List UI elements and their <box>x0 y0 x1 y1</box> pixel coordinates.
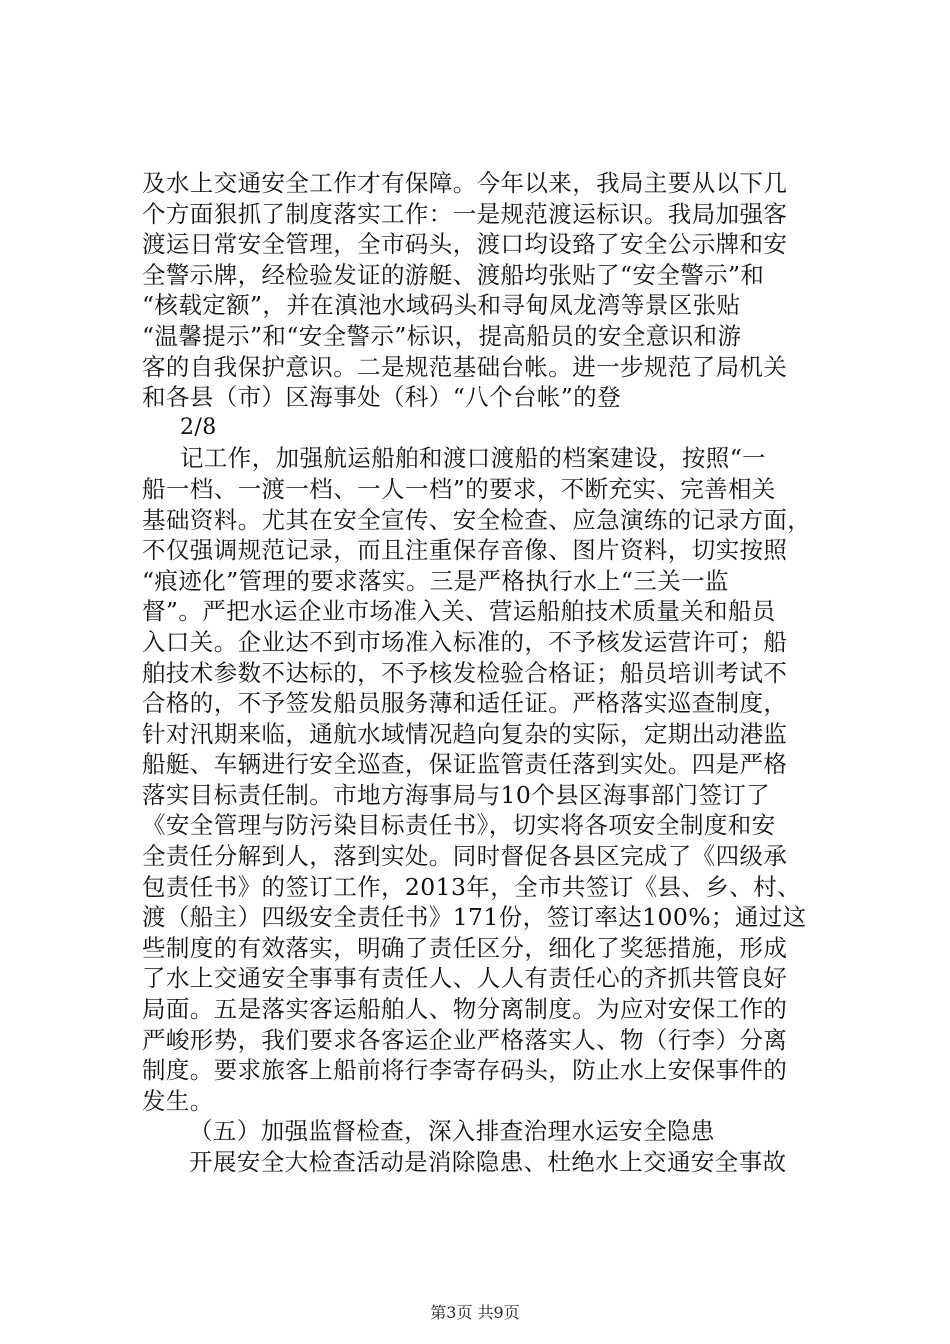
text-line: 个方面狠抓了制度落实工作：一是规范渡运标识。我局加强客 <box>142 199 788 228</box>
section-heading: （五）加强监督检查，深入排查治理水运安全隐患 <box>189 1117 715 1146</box>
text-line: “温馨提示”和“安全警示”标识，提高船员的安全意识和游 <box>142 321 742 350</box>
page-footer: 第3页 共9页 <box>430 1303 520 1322</box>
text-line: 针对汛期来临，通航水域情况趋向复杂的实际，定期出动港监 <box>142 719 788 748</box>
text-line: 船艇、车辆进行安全巡查，保证监管责任落到实处。四是严格 <box>142 750 788 779</box>
text-line: 不仅强调规范记录，而且注重保存音像、图片资料，切实按照 <box>142 536 788 565</box>
text-line: 和各县（市）区海事处（科）“八个台帐”的登 <box>142 383 621 412</box>
text-line: 些制度的有效落实，明确了责任区分，细化了奖惩措施，形成 <box>142 933 788 962</box>
text-line: 合格的，不予签发船员服务薄和适任证。严格落实巡查制度， <box>142 689 788 718</box>
text-line: 落实目标责任制。市地方海事局与10个县区海事部门签订了 <box>142 780 771 809</box>
text-line: 制度。要求旅客上船前将行李寄存码头，防止水上安保事件的 <box>142 1056 788 1085</box>
text-line: 全警示牌，经检验发证的游艇、渡船均张贴了“安全警示”和 <box>142 260 765 289</box>
text-line: 了水上交通安全事事有责任人、人人有责任心的齐抓共管良好 <box>142 964 788 993</box>
text-line: 舶技术参数不达标的，不予核发检验合格证；船员培训考试不 <box>142 658 788 687</box>
text-line: 船一档、一渡一档、一人一档”的要求，不断充实、完善相关 <box>142 474 776 503</box>
text-line: 渡运日常安全管理，全市码头，渡口均设臵了安全公示牌和安 <box>142 230 788 259</box>
text-line: 入口关。企业达不到市场准入标准的，不予核发运营许可；船 <box>142 627 788 656</box>
text-line: 记工作，加强航运船舶和渡口渡船的档案建设，按照“一 <box>180 444 767 473</box>
page-marker: 2/8 <box>180 414 217 440</box>
text-line: 局面。五是落实客运船舶人、物分离制度。为应对安保工作的 <box>142 995 788 1024</box>
text-line: “痕迹化”管理的要求落实。三是严格执行水上“三关一监 <box>142 566 729 595</box>
text-line: 及水上交通安全工作才有保障。今年以来，我局主要从以下几 <box>142 169 788 197</box>
text-line: 《安全管理与防污染目标责任书》，切实将各项安全制度和安 <box>142 811 776 840</box>
text-line: 全责任分解到人，落到实处。同时督促各县区完成了《四级承 <box>142 842 788 871</box>
body-text <box>142 168 842 1178</box>
text-line: 渡（船主）四级安全责任书》171份，签订率达100%；通过这 <box>142 903 807 932</box>
text-line: 包责任书》的签订工作，2013年，全市共签订《县、乡、村、 <box>142 872 801 901</box>
text-line: 督”。严把水运企业市场准入关、营运船舶技术质量关和船员 <box>142 597 776 626</box>
text-line: 发生。 <box>142 1086 214 1115</box>
text-line: 严峻形势，我们要求各客运企业严格落实人、物（行李）分离 <box>142 1025 788 1054</box>
text-line: 开展安全大检查活动是消除隐患、杜绝水上交通安全事故 <box>189 1148 787 1176</box>
text-line: 客的自我保护意识。二是规范基础台帐。进一步规范了局机关 <box>142 352 788 381</box>
text-line: 基础资料。尤其在安全宣传、安全检查、应急演练的记录方面， <box>142 505 812 534</box>
text-line: “核载定额”，并在滇池水域码头和寻甸凤龙湾等景区张贴 <box>142 291 741 320</box>
